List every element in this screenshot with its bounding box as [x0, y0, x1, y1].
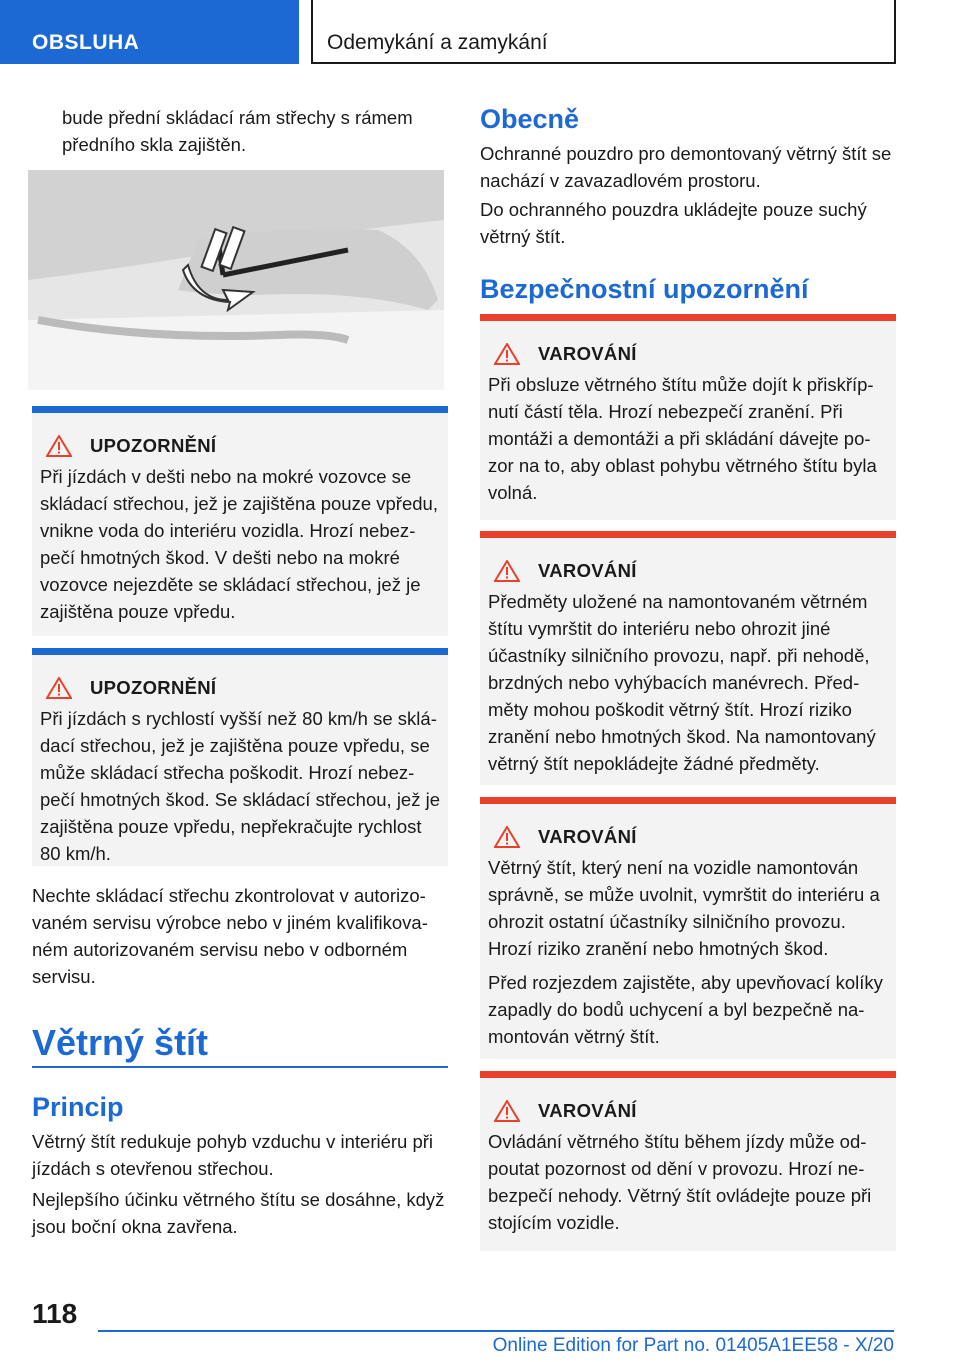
safety-heading: Bezpečnostní upozornění: [480, 274, 809, 304]
notice-text: Při jízdách s rychlostí vyšší než 80 km/h se skládací střechou, jež je zajištěna pouze vpředu, se může skládací střecha poškodit. Hrozí nebezpečí hmotných škod. Se skládací střechou, jež je zajištěna pouze vpředu, nepřekračujte rychlost 80 km/h.: [40, 708, 441, 864]
page-number: 118: [32, 1298, 78, 1329]
notice-title: UPOZORNĚNÍ: [90, 435, 217, 456]
service-text: Nechte skládací střechu zkontrolovat v autorizovaném servisu výrobce nebo v jiném kvalifikovaném autorizovaném servisu nebo v odborném servisu.: [32, 885, 428, 987]
warning-title: VAROVÁNÍ: [538, 1100, 637, 1121]
section-tab: OBSLUHA: [0, 0, 299, 64]
warning-triangle-icon: [46, 677, 72, 699]
general-heading: Obecně: [480, 104, 580, 134]
warning-text: Ovládání větrného štítu během jízdy může odpoutat pozornost od dění v provozu. Hrozí nebezpečí nehody. Větrný štít ovládejte pouze při stojícím vozidle.: [488, 1131, 872, 1233]
warning-title: VAROVÁNÍ: [538, 826, 637, 847]
notice-box-1: [32, 406, 448, 636]
roof-latch-icon: [28, 170, 444, 390]
warning-box-4: [480, 1071, 896, 1251]
warning-text-2: Před rozjezdem zajistěte, aby upevňovací kolíky zapadly do bodů uchycení a byl bezpečně namontován větrný štít.: [488, 972, 883, 1047]
principle-heading: Princip: [32, 1092, 124, 1122]
intro-text: bude přední skládací rám střechy s rámem předního skla zajištěn.: [62, 107, 413, 155]
warning-triangle-icon: [46, 435, 72, 457]
notice-text: Při jízdách v dešti nebo na mokré vozovce se skládací střechou, jež je zajištěna pouze vpředu, vnikne voda do interiéru vozidla. Hrozí nebezpečí hmotných škod. V dešti nebo na mokré vozovce nejezděte se skládací střechou, jež je zajištěna pouze vpředu.: [40, 466, 438, 622]
warning-title: VAROVÁNÍ: [538, 343, 637, 364]
notice-box-2: [32, 648, 448, 866]
footer-edition-link[interactable]: Online Edition for Part no. 01405A1EE58 - X/20: [492, 1335, 894, 1356]
warning-triangle-icon: [494, 560, 520, 582]
warning-text-1: Větrný štít, který není na vozidle namontován správně, se může uvolnit, vymrštit do interiéru a ohrozit ostatní účastníky silničního provozu. Hrozí riziko zranění nebo hmotných škod.: [488, 857, 880, 959]
general-text-2: Do ochranného pouzdra ukládejte pouze suchý větrný štít.: [480, 199, 867, 247]
warning-box-3: [480, 797, 896, 1059]
warning-triangle-icon: [494, 343, 520, 365]
warning-triangle-icon: [494, 1100, 520, 1122]
general-text-1: Ochranné pouzdro pro demontovaný větrný štít se nachází v zavazadlovém prostoru.: [480, 143, 892, 191]
footer-rule: [98, 1330, 894, 1332]
principle-text-2: Nejlepšího účinku větrného štítu se dosáhne, když jsou boční okna zavřena.: [32, 1189, 445, 1237]
warning-text: Při obsluze větrného štítu může dojít k přiskřípnutí částí těla. Hrozí nebezpečí zranění. Při montáži a demontáži a při skládání dávejte pozor na to, aby oblast pohybu větrného štítu byla volná.: [488, 374, 877, 503]
chapter-title: Odemykání a zamykání: [311, 0, 896, 64]
warning-text: Předměty uložené na namontovaném větrném štítu vymrštit do interiéru nebo ohrozit jiné účastníky silničního provozu, např. při nehodě, brzdných nebo vyhýbacích manévrech. Předměty mohou poškodit větrný štít. Hrozí riziko zranění nebo hmotných škod. Na namontovaný větrný štít nepokládejte žádné předměty.: [488, 591, 876, 774]
warning-box-1: [480, 314, 896, 520]
notice-title: UPOZORNĚNÍ: [90, 677, 217, 698]
warning-title: VAROVÁNÍ: [538, 560, 637, 581]
section-heading: Větrný štít: [32, 1022, 209, 1063]
section-rule: [32, 1066, 448, 1068]
roof-latch-illustration: [28, 170, 444, 390]
principle-text-1: Větrný štít redukuje pohyb vzduchu v interiéru při jízdách s otevřenou střechou.: [32, 1131, 434, 1179]
warning-triangle-icon: [494, 826, 520, 848]
warning-box-2: [480, 531, 896, 785]
